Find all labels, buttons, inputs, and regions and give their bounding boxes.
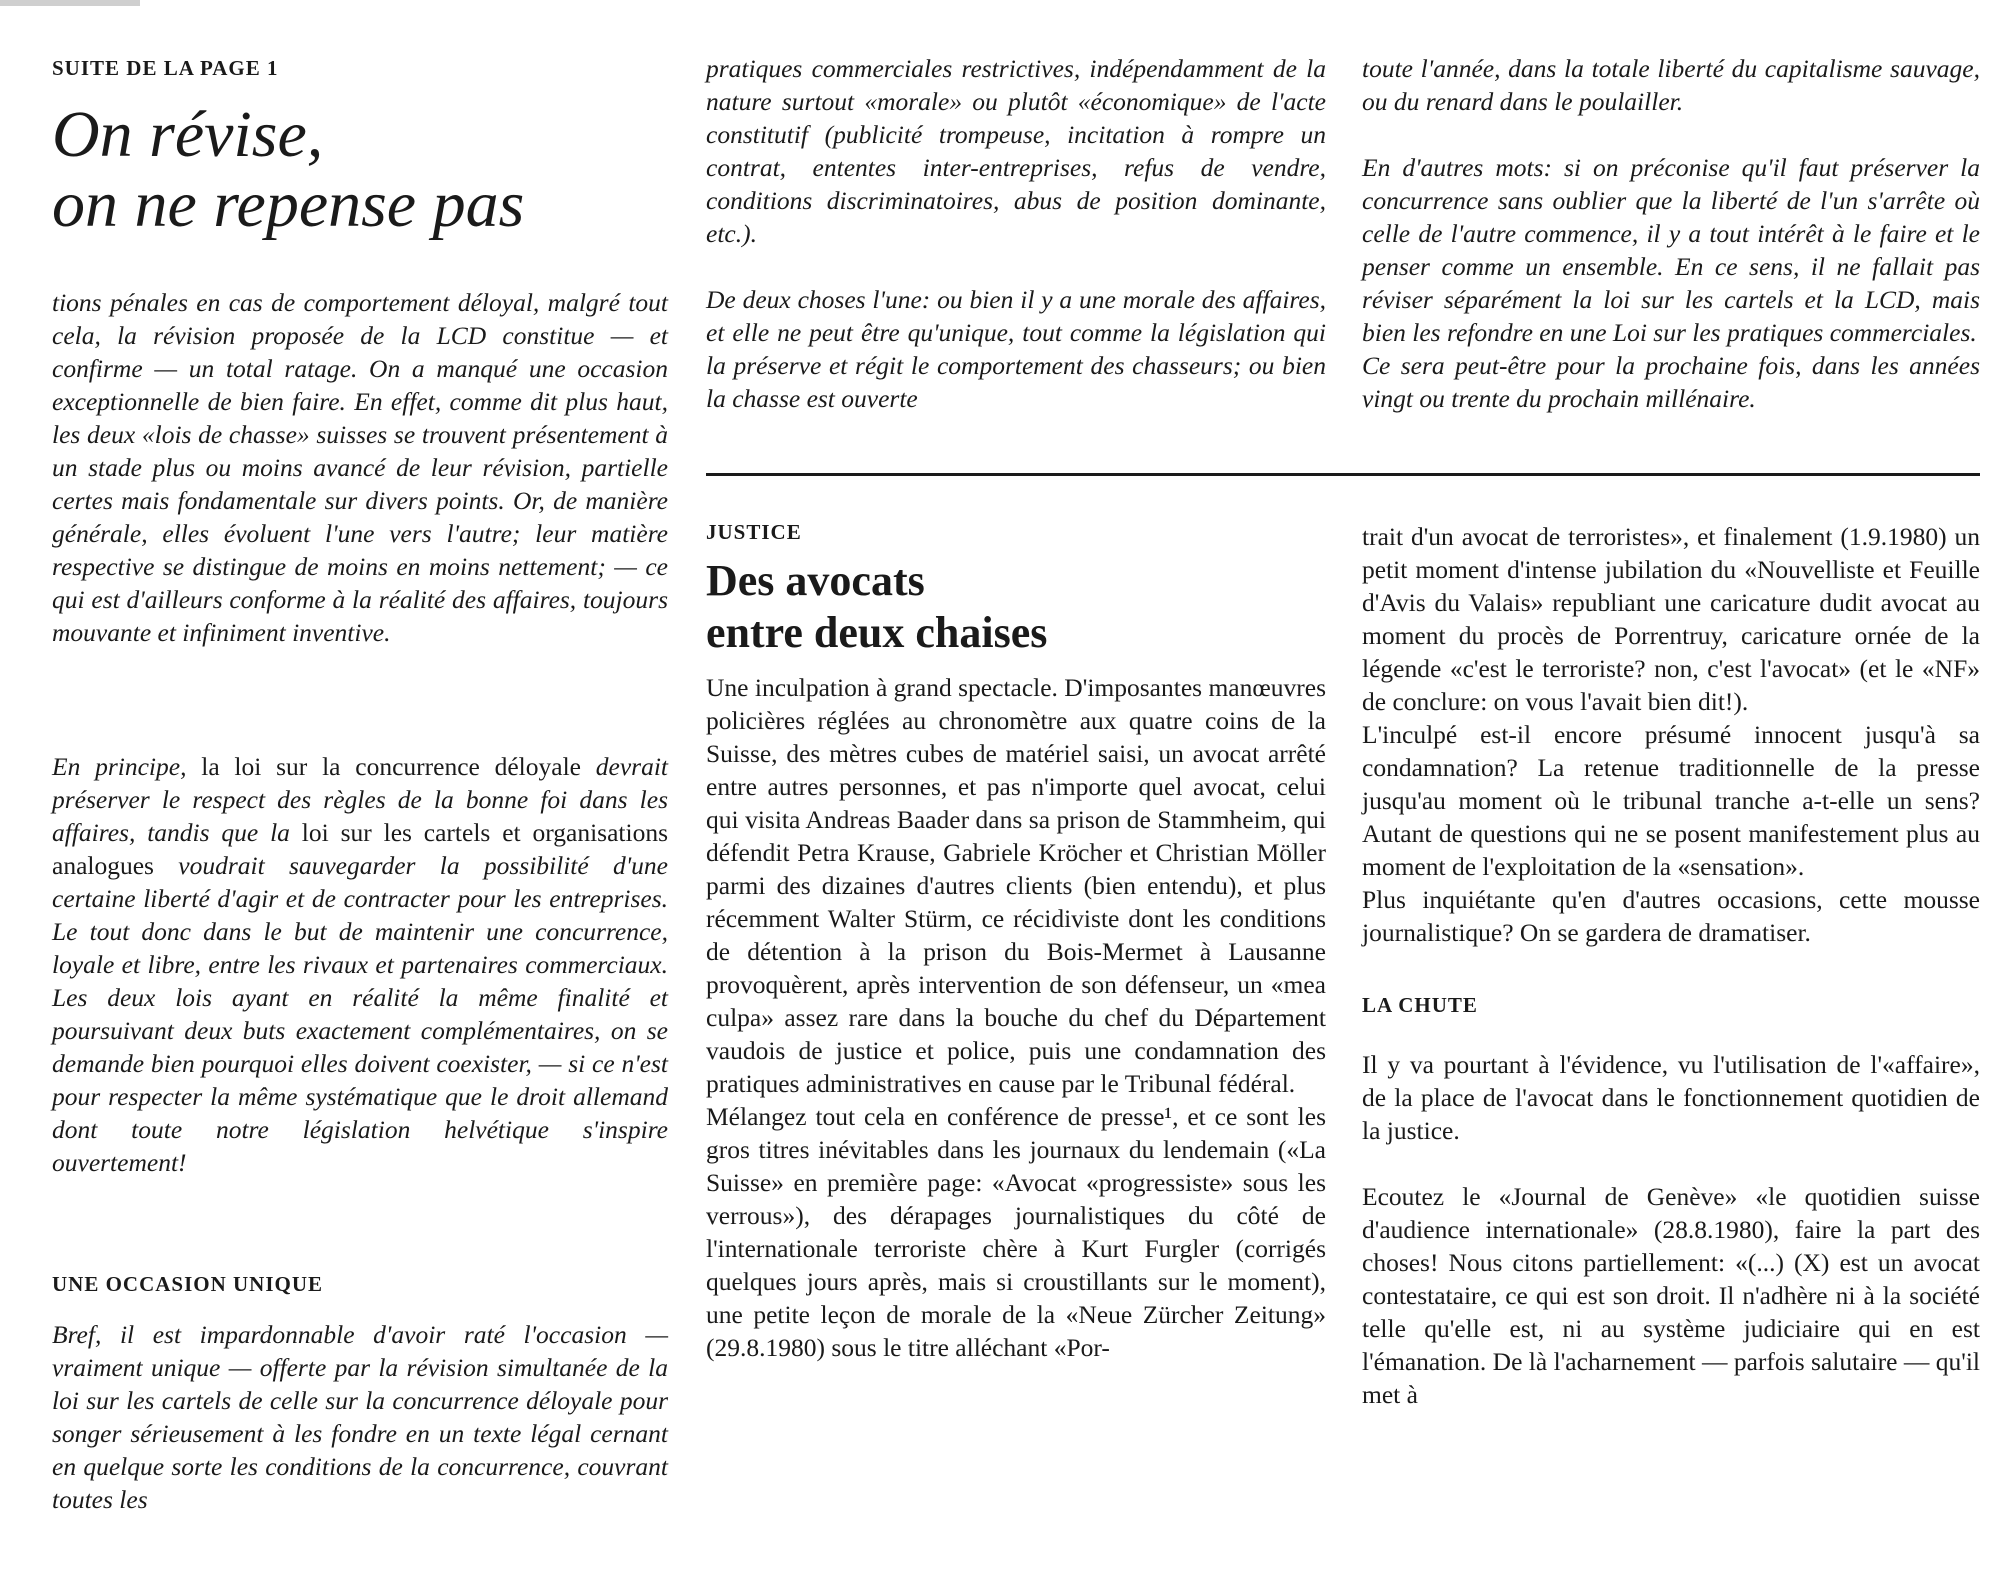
article2-paragraph-5: Plus inquiétante qu'en d'autres occasions, cette mousse journalistique? On se gardera de dramatiser. [1362,885,1980,947]
article2-column-2 [1362,520,1980,1411]
article1-p2-span-5: voudrait sauvegarder la possibilité d'une certaine liberté d'agir et de contracter pour les entreprises. Le tout donc dans le but de maintenir une concurrence, loyale et libre, entre les rivaux et partenaires commerciaux. Les deux lois ayant en réalité la même finalité et poursuivant deux buts exactement complémentaires, on se demande bien pourquoi elles doivent coexister, — si ce n'est pour respecter la même systématique que le droit allemand dont toute notre législation helvétique s'inspire ouvertement! [52,851,668,1177]
article1-p2-span-2: la loi sur la concurrence déloyale [186,752,596,781]
page-top-edge [0,0,140,6]
article1-kicker: SUITE DE LA PAGE 1 [52,56,279,80]
article2-paragraph-4: L'inculpé est-il encore présumé innocent jusqu'à sa condamnation? La retenue traditionnelle de la presse jusqu'au moment où le tribunal tranche a-t-elle un sens? Autant de questions qui ne se posent manifestement plus au moment de l'exploitation de la «sensation». [1362,720,1980,881]
section-divider [706,473,1980,476]
article2-title [706,555,1326,659]
article2-title-line1: Des avocats [706,556,925,605]
article1-paragraph-2 [52,750,668,1179]
article1-p2-span-1: En principe, [52,752,187,781]
article2-subhead: LA CHUTE [1362,993,1478,1017]
article1-title-line1: On révise, [52,98,324,171]
article1-paragraph-6: toute l'année, dans la totale liberté du capitalisme sauvage, ou du renard dans le poulailler. [1362,54,1980,116]
article1-paragraph-7: En d'autres mots: si on préconise qu'il faut préserver la concurrence sans oublier que la liberté de l'un s'arrête où celle de l'autre commence, il y a tout intérêt à le faire et le penser comme un ensemble. En ce sens, il ne fallait pas réviser séparément la loi sur les cartels et la LCD, mais bien les refondre en une Loi sur les pratiques commerciales. [1362,153,1980,347]
article2-paragraph-2: Mélangez tout cela en conférence de presse¹, et ce sont les gros titres inévitables dans les journaux du lendemain («La Suisse» en première page: «Avocat «progressiste» sous les verrous»), des dérapages journalistiques du côté de l'internationale terroriste chère à Kurt Furgler (corrigés quelques jours après, mais si croustillants sur le moment), une petite leçon de morale de la «Neue Zürcher Zeitung» (29.8.1980) sous le titre alléchant «Por- [706,1102,1326,1362]
article1-column-3 [1362,52,1980,415]
article1-paragraph-3: Bref, il est impardonnable d'avoir raté l'occasion — vraiment unique — offerte par la révision simultanée de la loi sur les cartels de celle sur la concurrence déloyale pour songer sérieusement à les fondre en un texte légal cernant en quelque sorte les conditions de la concurrence, couvrant toutes les [52,1320,668,1514]
article1-p2-span-4: loi sur les cartels et organisations analogues [52,818,668,880]
article1-paragraph-8: Ce sera peut-être pour la prochaine fois, dans les années vingt ou trente du prochain millénaire. [1362,351,1980,413]
article1-paragraph-1: tions pénales en cas de comportement déloyal, malgré tout cela, la révision proposée de la LCD constitue — et confirme — un total ratage. On a manqué une occasion exceptionnelle de bien faire. En effet, comme dit plus haut, les deux «lois de chasse» suisses se trouvent présentement à un stade plus ou moins avancé de leur révision, partielle certes mais fondamentale sur divers points. Or, de manière générale, elles évoluent l'une vers l'autre; leur matière respective se distingue de moins en moins nettement; — ce qui est d'ailleurs conforme à la réalité des affaires, toujours mouvante et infiniment inventive. [52,288,668,647]
article2-title-line2: entre deux chaises [706,608,1048,657]
article2-paragraph-3: trait d'un avocat de terroristes», et finalement (1.9.1980) un petit moment d'intense jubilation du «Nouvelliste et Feuille d'Avis du Valais» republiant une caricature dudit avocat au moment du procès de Porrentruy, caricature ornée de la légende «c'est le terroriste? non, c'est l'avocat» (et le «NF» de conclure: on vous l'avait bien dit!). [1362,522,1980,716]
article1-title-line2: on ne repense pas [52,168,525,241]
article1-paragraph-4: pratiques commerciales restrictives, indépendamment de la nature surtout «morale» ou plutôt «économique» de l'acte constitutif (publicité trompeuse, incitation à rompre un contrat, ententes inter-entreprises, refus de vendre, conditions discriminatoires, abus de position dominante, etc.). [706,54,1326,248]
article1-title [52,100,668,240]
article2-paragraph-6: Il y va pourtant à l'évidence, vu l'utilisation de l'«affaire», de la place de l'avocat dans le fonctionnement quotidien de la justice. [1362,1050,1980,1145]
article2-kicker: JUSTICE [706,520,802,544]
article1-subhead: UNE OCCASION UNIQUE [52,1272,324,1296]
article1-column-2 [706,52,1326,415]
article2-paragraph-7: Ecoutez le «Journal de Genève» «le quotidien suisse d'audience internationale» (28.8.1980), faire la part des choses! Nous citons partiellement: «(...) (X) est un avocat contestataire, ce qui est son droit. Il n'adhère ni à la société telle qu'elle est, ni au système judiciaire qui en est l'émanation. De là l'acharnement — parfois salutaire — qu'il met à [1362,1182,1980,1409]
article1-paragraph-5: De deux choses l'une: ou bien il y a une morale des affaires, et elle ne peut être qu'unique, tout comme la législation qui la préserve et régit le comportement des chasseurs; ou bien la chasse est ouverte [706,285,1326,413]
article2-paragraph-1: Une inculpation à grand spectacle. D'imposantes manœuvres policières réglées au chronomètre aux quatre coins de la Suisse, des mètres cubes de matériel saisi, un avocat arrêté entre autres personnes, et pas n'importe quel avocat, celui qui visita Andreas Baader dans sa prison de Stammheim, qui défendit Petra Krause, Gabriele Kröcher et Christian Möller parmi des dizaines d'autres clients (bien entendu), et plus récemment Walter Stürm, ce récidiviste dont les conditions de détention à la prison du Bois-Mermet à Lausanne provoquèrent, après intervention de son défenseur, un «mea culpa» assez rare dans la bouche du chef du Département vaudois de justice et police, puis une condamnation des pratiques administratives en cause par le Tribunal fédéral. [706,673,1326,1098]
article2-column-1 [706,520,1326,1364]
article1-p2-span-3: devrait préserver le respect des règles de la bonne foi dans les affaires, tandis que la [52,752,668,847]
